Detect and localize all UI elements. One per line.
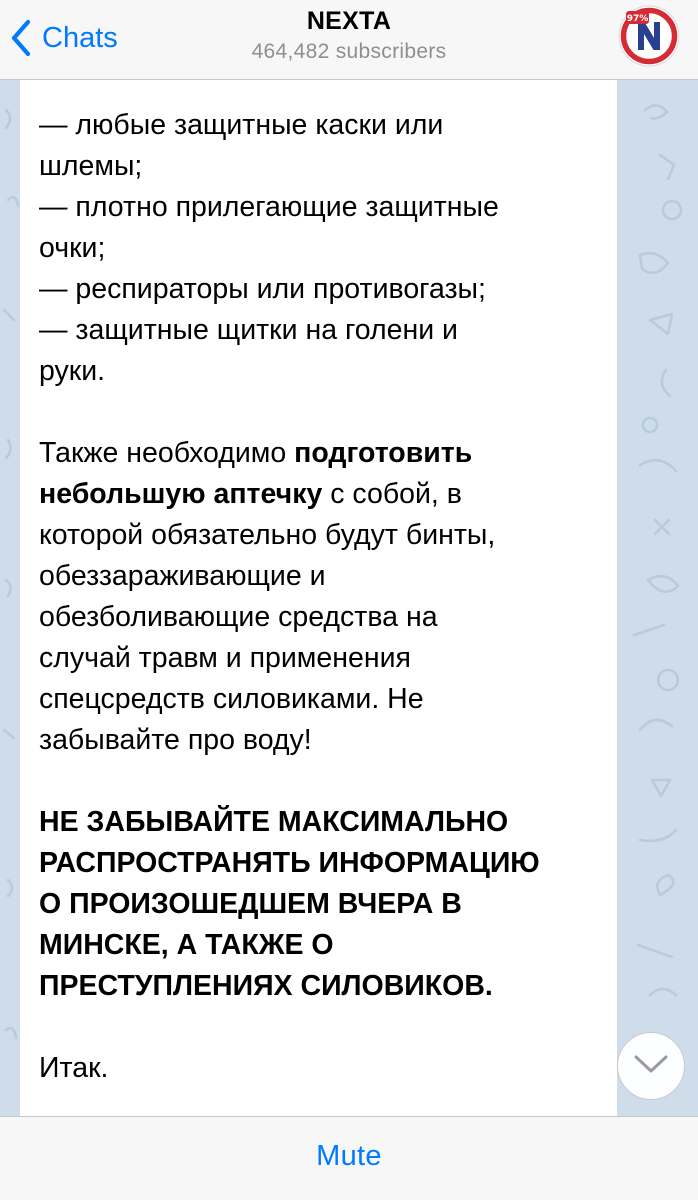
message-caps-line: О ПРОИЗОШЕДШЕМ ВЧЕРА В xyxy=(39,888,462,920)
paragraph-gap xyxy=(39,761,599,802)
chat-title-block[interactable] xyxy=(0,4,698,66)
message-line: шлемы; xyxy=(39,150,143,182)
subscriber-count: 464,482 subscribers xyxy=(251,40,447,63)
message-caps-line: ПРЕСТУПЛЕНИЯХ СИЛОВИКОВ. xyxy=(39,970,493,1002)
bottom-bar xyxy=(0,1116,698,1200)
avatar-badge-text: 97% xyxy=(626,14,649,24)
message-line: — любые защитные каски или xyxy=(39,109,444,141)
message-text: с собой, в xyxy=(322,478,462,510)
message-line: спецсредств силовиками. Не xyxy=(39,683,424,715)
message-line: — респираторы или противогазы; xyxy=(39,273,486,305)
message-line: — плотно прилегающие защитные xyxy=(39,191,499,223)
chevron-down-icon xyxy=(633,1053,669,1080)
channel-avatar[interactable] xyxy=(618,5,680,67)
message-line xyxy=(39,433,599,474)
nexta-logo-icon xyxy=(618,5,680,67)
message-line: очки; xyxy=(39,232,106,264)
back-label: Chats xyxy=(42,21,118,54)
message-text: Также необходимо xyxy=(39,437,295,469)
scroll-down-button[interactable] xyxy=(617,1032,685,1100)
message-bubble[interactable] xyxy=(20,80,617,1116)
navigation-bar xyxy=(0,0,698,80)
message-line: Итак. xyxy=(39,1052,109,1084)
message-line: обеззараживающие и xyxy=(39,560,326,592)
message-bold-text: небольшую аптечку xyxy=(39,478,323,510)
message-line: — защитные щитки на голени и xyxy=(39,314,458,346)
mute-button[interactable]: Mute xyxy=(316,1140,382,1172)
message-line: обезболивающие средства на xyxy=(39,601,438,633)
paragraph-gap xyxy=(39,1007,599,1048)
message-line: забывайте про воду! xyxy=(39,724,312,756)
message-line xyxy=(39,474,599,515)
message-line: которой обязательно будут бинты, xyxy=(39,519,496,551)
message-caps-line: РАСПРОСТРАНЯТЬ ИНФОРМАЦИЮ xyxy=(39,847,540,879)
message-caps-line: НЕ ЗАБЫВАЙТЕ МАКСИМАЛЬНО xyxy=(39,806,509,838)
chat-area[interactable] xyxy=(0,80,698,1116)
message-bold-text: подготовить xyxy=(294,437,473,469)
message-line: руки. xyxy=(39,355,106,387)
message-line: случай травм и применения xyxy=(39,642,411,674)
channel-title: NEXTA xyxy=(306,7,392,35)
message-caps-line: МИНСКЕ, А ТАКЖЕ О xyxy=(39,929,334,961)
paragraph-gap xyxy=(39,392,599,433)
